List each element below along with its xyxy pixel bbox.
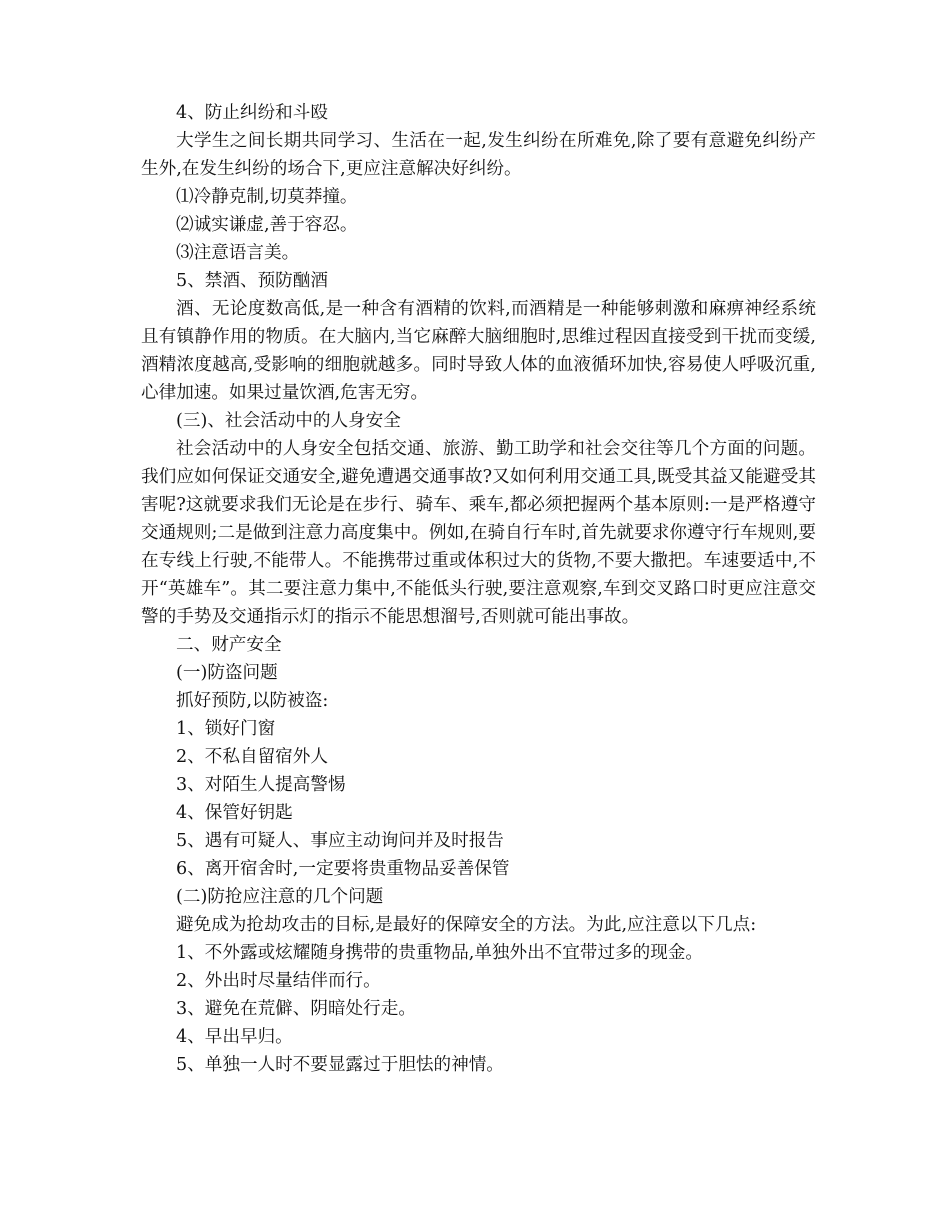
list-item: 3、避免在荒僻、阴暗处行走。 — [176, 999, 416, 1019]
list-item: 6、离开宿舍时,一定要将贵重物品妥善保管 — [176, 859, 510, 879]
subsection-heading-fights: 4、防止纠纷和斗殴 — [176, 103, 328, 123]
list-item: ⑶注意语言美。 — [176, 243, 300, 263]
list-item: 5、单独一人时不要显露过于胆怯的神情。 — [176, 1055, 504, 1075]
list-intro: 避免成为抢劫攻击的目标,是最好的保障安全的方法。为此,应注意以下几点: — [176, 915, 757, 935]
subsection-heading-robbery: (二)防抢应注意的几个问题 — [176, 887, 384, 907]
paragraph-disputes: 大学生之间长期共同学习、生活在一起,发生纠纷在所难免,除了要有意避免纠纷产生外,在发生纠纷的场合下,更应注意解决好纠纷。 — [141, 131, 816, 179]
list-item: 1、不外露或炫耀随身携带的贵重物品,单独外出不宜带过多的现金。 — [176, 943, 704, 963]
document-body — [141, 99, 816, 1079]
list-item: 4、保管好钥匙 — [176, 803, 293, 823]
list-item: 4、早出早归。 — [176, 1027, 293, 1047]
section-heading-social-safety: (三)、社会活动中的人身安全 — [176, 411, 401, 431]
paragraph-traffic: 社会活动中的人身安全包括交通、旅游、勤工助学和社会交往等几个方面的问题。我们应如何保证交通安全,避免遭遇交通事故?又如何利用交通工具,既受其益又能避受其害呢?这就要求我们无论是在步行、骑车、乘车,都必须把握两个基本原则:一是严格遵守交通规则;二是做到注意力高度集中。例如,在骑自行车时,首先就要求你遵守行车规则,要在专线上行驶,不能带人。不能携带过重或体积过大的货物,不要大撒把。车速要适中,不开“英雄车”。其二要注意力集中,不能低头行驶,要注意观察,车到交叉路口时更应注意交警的手势及交通指示灯的指示不能思想溜号,否则就可能出事故。 — [141, 439, 816, 627]
list-item: 3、对陌生人提高警惕 — [176, 775, 346, 795]
paragraph-alcohol: 酒、无论度数高低,是一种含有酒精的饮料,而酒精是一种能够刺激和麻痹神经系统且有镇静作用的物质。在大脑内,当它麻醉大脑细胞时,思维过程因直接受到干扰而变缓,酒精浓度越高,受影响的细胞就越多。同时导致人体的血液循环加快,容易使人呼吸沉重,心律加速。如果过量饮酒,危害无穷。 — [141, 299, 816, 403]
list-item: 2、不私自留宿外人 — [176, 747, 328, 767]
list-item: 2、外出时尽量结伴而行。 — [176, 971, 381, 991]
list-intro: 抓好预防,以防被盗: — [176, 691, 329, 711]
list-item: 5、遇有可疑人、事应主动询问并及时报告 — [176, 831, 504, 851]
list-item: ⑵诚实谦虚,善于容忍。 — [176, 215, 358, 235]
list-item: 1、锁好门窗 — [176, 719, 276, 739]
section-heading-property: 二、财产安全 — [176, 635, 282, 655]
subsection-heading-theft: (一)防盗问题 — [176, 663, 278, 683]
subsection-heading-alcohol: 5、禁酒、预防酗酒 — [176, 271, 328, 291]
list-item: ⑴冷静克制,切莫莽撞。 — [176, 187, 358, 207]
